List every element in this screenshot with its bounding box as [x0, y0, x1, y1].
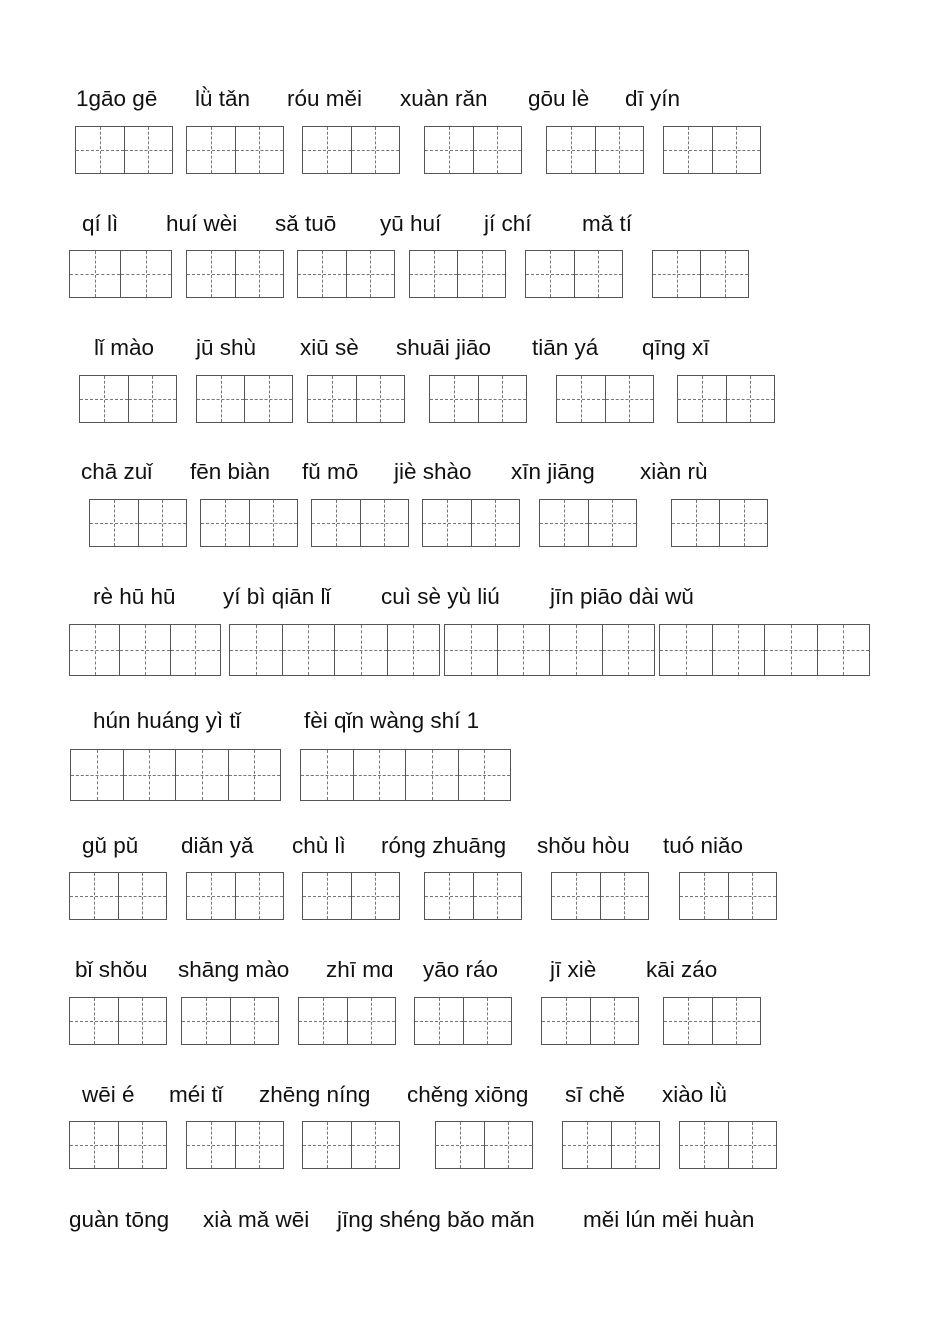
- pinyin-label: xiàn rù: [640, 459, 708, 484]
- pinyin-label: zhī mɑ: [326, 957, 394, 982]
- tianzige-cell[interactable]: [357, 376, 405, 422]
- tianzige-cell[interactable]: [361, 500, 409, 546]
- tianzige-cell[interactable]: [236, 127, 284, 173]
- pinyin-label: lǐ mào: [94, 335, 155, 360]
- tianzige-cell[interactable]: [557, 376, 606, 422]
- tianzige-cell[interactable]: [423, 500, 472, 546]
- pinyin-label: xiào lǜ: [662, 1082, 728, 1107]
- tianzige-cell[interactable]: [713, 998, 761, 1044]
- tianzige-cell[interactable]: [464, 998, 512, 1044]
- pinyin-label: shuāi jiāo: [396, 335, 492, 360]
- answer-box[interactable]: [424, 126, 522, 174]
- tianzige-cell[interactable]: [119, 1122, 167, 1168]
- pinyin-label: rè hū hū: [93, 584, 176, 609]
- pinyin-label: gōu lè: [528, 86, 590, 111]
- answer-box[interactable]: [679, 872, 777, 920]
- pinyin-label: bǐ shǒu: [75, 957, 148, 982]
- tianzige-cell[interactable]: [606, 376, 654, 422]
- answer-box[interactable]: [69, 1121, 167, 1169]
- answer-box[interactable]: [424, 872, 522, 920]
- tianzige-cell[interactable]: [653, 251, 701, 297]
- pinyin-label: jiè shào: [394, 459, 472, 484]
- pinyin-label: xīn jiāng: [511, 459, 595, 484]
- tianzige-cell[interactable]: [354, 750, 407, 800]
- tianzige-cell[interactable]: [664, 998, 713, 1044]
- answer-box[interactable]: [677, 375, 775, 423]
- tianzige-cell[interactable]: [245, 376, 292, 422]
- tianzige-cell[interactable]: [678, 376, 727, 422]
- tianzige-cell[interactable]: [672, 500, 720, 546]
- tianzige-cell[interactable]: [388, 625, 440, 675]
- tianzige-cell[interactable]: [430, 376, 479, 422]
- tianzige-cell[interactable]: [701, 251, 748, 297]
- tianzige-cell[interactable]: [120, 625, 170, 675]
- tianzige-cell[interactable]: [303, 127, 352, 173]
- tianzige-cell[interactable]: [187, 127, 236, 173]
- answer-box[interactable]: [70, 749, 281, 801]
- pinyin-label: chěng xiōng: [407, 1082, 529, 1107]
- tianzige-cell[interactable]: [308, 376, 357, 422]
- answer-box[interactable]: [300, 749, 511, 801]
- tianzige-cell[interactable]: [485, 1122, 533, 1168]
- tianzige-cell[interactable]: [303, 1122, 352, 1168]
- pinyin-label: xiū sè: [300, 335, 359, 360]
- tianzige-cell[interactable]: [474, 127, 522, 173]
- tianzige-cell[interactable]: [445, 625, 498, 675]
- answer-box[interactable]: [435, 1121, 533, 1169]
- tianzige-cell[interactable]: [542, 998, 591, 1044]
- tianzige-cell[interactable]: [70, 998, 119, 1044]
- tianzige-cell[interactable]: [425, 127, 474, 173]
- answer-box[interactable]: [671, 499, 768, 547]
- answer-box[interactable]: [652, 250, 749, 298]
- pinyin-label: róu měi: [287, 86, 363, 111]
- answer-box[interactable]: [659, 624, 870, 676]
- tianzige-cell[interactable]: [187, 1122, 236, 1168]
- tianzige-cell[interactable]: [303, 873, 352, 919]
- pinyin-label: fǔ mō: [302, 459, 359, 484]
- tianzige-cell[interactable]: [415, 998, 464, 1044]
- tianzige-cell[interactable]: [410, 251, 458, 297]
- answer-box[interactable]: [69, 624, 221, 676]
- pinyin-label: zhēng níng: [259, 1082, 371, 1107]
- answer-box[interactable]: [546, 126, 644, 174]
- tianzige-cell[interactable]: [729, 1122, 777, 1168]
- answer-box[interactable]: [414, 997, 512, 1045]
- pinyin-label: jī xiè: [550, 957, 597, 982]
- tianzige-cell[interactable]: [124, 750, 177, 800]
- tianzige-cell[interactable]: [612, 1122, 660, 1168]
- tianzige-cell[interactable]: [589, 500, 637, 546]
- pinyin-label: yāo ráo: [423, 957, 499, 982]
- tianzige-cell[interactable]: [713, 127, 761, 173]
- pinyin-label: jí chí: [484, 211, 532, 236]
- tianzige-cell[interactable]: [139, 500, 187, 546]
- answer-box[interactable]: [297, 250, 395, 298]
- tianzige-cell[interactable]: [591, 998, 639, 1044]
- tianzige-cell[interactable]: [550, 625, 603, 675]
- tianzige-cell[interactable]: [70, 625, 120, 675]
- tianzige-cell[interactable]: [680, 873, 729, 919]
- tianzige-cell[interactable]: [171, 625, 220, 675]
- answer-box[interactable]: [562, 1121, 660, 1169]
- tianzige-cell[interactable]: [458, 251, 505, 297]
- tianzige-cell[interactable]: [540, 500, 589, 546]
- tianzige-cell[interactable]: [601, 873, 649, 919]
- tianzige-cell[interactable]: [121, 251, 171, 297]
- pinyin-label: jīng shéng bǎo mǎn: [337, 1207, 535, 1232]
- answer-box[interactable]: [69, 872, 167, 920]
- tianzige-cell[interactable]: [347, 251, 395, 297]
- tianzige-cell[interactable]: [176, 750, 229, 800]
- pinyin-label: tiān yá: [532, 335, 599, 360]
- pinyin-label: kāi záo: [646, 957, 718, 982]
- pinyin-label: chā zuǐ: [81, 459, 153, 484]
- pinyin-label: cuì sè yù liú: [381, 584, 500, 609]
- tianzige-cell[interactable]: [729, 873, 777, 919]
- answer-box[interactable]: [186, 1121, 284, 1169]
- pinyin-label: hún huáng yì tǐ: [93, 708, 241, 733]
- pinyin-label: wēi é: [82, 1082, 135, 1107]
- tianzige-cell[interactable]: [201, 500, 250, 546]
- tianzige-cell[interactable]: [299, 998, 348, 1044]
- answer-box[interactable]: [181, 997, 279, 1045]
- tianzige-cell[interactable]: [129, 376, 177, 422]
- tianzige-cell[interactable]: [498, 625, 551, 675]
- pinyin-label: sī chě: [565, 1082, 626, 1107]
- answer-box[interactable]: [663, 126, 761, 174]
- tianzige-cell[interactable]: [236, 873, 284, 919]
- answer-box[interactable]: [307, 375, 405, 423]
- tianzige-cell[interactable]: [472, 500, 520, 546]
- tianzige-cell[interactable]: [352, 1122, 400, 1168]
- answer-box[interactable]: [444, 624, 655, 676]
- answer-box[interactable]: [196, 375, 293, 423]
- tianzige-cell[interactable]: [119, 873, 167, 919]
- pinyin-label: guàn tōng: [69, 1207, 170, 1232]
- tianzige-cell[interactable]: [713, 625, 766, 675]
- pinyin-label: xuàn rǎn: [400, 86, 488, 111]
- answer-box[interactable]: [302, 872, 400, 920]
- answer-box[interactable]: [200, 499, 298, 547]
- pinyin-label: diǎn yǎ: [181, 833, 254, 858]
- answer-box[interactable]: [302, 126, 400, 174]
- tianzige-cell[interactable]: [70, 873, 119, 919]
- answer-box[interactable]: [525, 250, 623, 298]
- tianzige-cell[interactable]: [76, 127, 125, 173]
- pinyin-label: dī yín: [625, 86, 681, 111]
- pinyin-label: shǒu hòu: [537, 833, 630, 858]
- tianzige-cell[interactable]: [71, 750, 124, 800]
- pinyin-label: lǜ tǎn: [195, 86, 251, 111]
- tianzige-cell[interactable]: [187, 251, 236, 297]
- tianzige-cell[interactable]: [563, 1122, 612, 1168]
- tianzige-cell[interactable]: [664, 127, 713, 173]
- pinyin-label: měi lún měi huàn: [583, 1207, 755, 1232]
- answer-box[interactable]: [409, 250, 506, 298]
- tianzige-cell[interactable]: [229, 750, 281, 800]
- tianzige-cell[interactable]: [603, 625, 655, 675]
- tianzige-cell[interactable]: [80, 376, 129, 422]
- answer-box[interactable]: [422, 499, 520, 547]
- pinyin-label: shāng mào: [178, 957, 290, 982]
- tianzige-cell[interactable]: [187, 873, 236, 919]
- pinyin-label: qīng xī: [642, 335, 710, 360]
- tianzige-cell[interactable]: [298, 251, 347, 297]
- answer-box[interactable]: [556, 375, 654, 423]
- pinyin-label: jū shù: [196, 335, 257, 360]
- tianzige-cell[interactable]: [283, 625, 336, 675]
- answer-box[interactable]: [679, 1121, 777, 1169]
- answer-box[interactable]: [69, 250, 172, 298]
- pinyin-label: róng zhuāng: [381, 833, 507, 858]
- tianzige-cell[interactable]: [312, 500, 361, 546]
- tianzige-cell[interactable]: [727, 376, 775, 422]
- tianzige-cell[interactable]: [765, 625, 818, 675]
- pinyin-label: mǎ tí: [582, 211, 633, 236]
- tianzige-cell[interactable]: [119, 998, 167, 1044]
- tianzige-cell[interactable]: [352, 873, 400, 919]
- tianzige-cell[interactable]: [720, 500, 767, 546]
- tianzige-cell[interactable]: [596, 127, 644, 173]
- tianzige-cell[interactable]: [436, 1122, 485, 1168]
- tianzige-cell[interactable]: [301, 750, 354, 800]
- answer-box[interactable]: [311, 499, 409, 547]
- answer-box[interactable]: [663, 997, 761, 1045]
- answer-box[interactable]: [186, 250, 284, 298]
- pinyin-label: méi tǐ: [169, 1082, 223, 1107]
- pinyin-label: xià mǎ wēi: [203, 1207, 310, 1232]
- tianzige-cell[interactable]: [818, 625, 870, 675]
- answer-box[interactable]: [298, 997, 396, 1045]
- answer-box[interactable]: [541, 997, 639, 1045]
- tianzige-cell[interactable]: [552, 873, 601, 919]
- answer-box[interactable]: [89, 499, 187, 547]
- tianzige-cell[interactable]: [660, 625, 713, 675]
- tianzige-cell[interactable]: [474, 873, 522, 919]
- tianzige-cell[interactable]: [125, 127, 173, 173]
- answer-box[interactable]: [186, 872, 284, 920]
- answer-box[interactable]: [302, 1121, 400, 1169]
- pinyin-label: sǎ tuō: [275, 211, 337, 236]
- pinyin-label: huí wèi: [166, 211, 238, 236]
- tianzige-cell[interactable]: [479, 376, 527, 422]
- answer-box[interactable]: [69, 997, 167, 1045]
- answer-box[interactable]: [75, 126, 173, 174]
- pinyin-label: yū huí: [380, 211, 442, 236]
- tianzige-cell[interactable]: [575, 251, 623, 297]
- tianzige-cell[interactable]: [459, 750, 511, 800]
- pinyin-label: fèi qǐn wàng shí 1: [304, 708, 480, 733]
- answer-box[interactable]: [186, 126, 284, 174]
- tianzige-cell[interactable]: [236, 251, 284, 297]
- tianzige-cell[interactable]: [348, 998, 396, 1044]
- answer-box[interactable]: [79, 375, 177, 423]
- tianzige-cell[interactable]: [70, 1122, 119, 1168]
- answer-box[interactable]: [429, 375, 527, 423]
- answer-box[interactable]: [229, 624, 440, 676]
- pinyin-label: fēn biàn: [190, 459, 271, 484]
- tianzige-cell[interactable]: [352, 127, 400, 173]
- tianzige-cell[interactable]: [335, 625, 388, 675]
- pinyin-label: yí bì qiān lǐ: [223, 584, 331, 609]
- answer-box[interactable]: [551, 872, 649, 920]
- pinyin-label: 1gāo gē: [76, 86, 158, 111]
- tianzige-cell[interactable]: [70, 251, 121, 297]
- pinyin-label: tuó niǎo: [663, 833, 744, 858]
- answer-box[interactable]: [539, 499, 637, 547]
- pinyin-label: gǔ pǔ: [82, 833, 139, 858]
- tianzige-cell[interactable]: [526, 251, 575, 297]
- pinyin-label: jīn piāo dài wǔ: [550, 584, 694, 609]
- tianzige-cell[interactable]: [425, 873, 474, 919]
- tianzige-cell[interactable]: [230, 625, 283, 675]
- pinyin-label: qí lì: [82, 211, 119, 236]
- tianzige-cell[interactable]: [680, 1122, 729, 1168]
- tianzige-cell[interactable]: [547, 127, 596, 173]
- tianzige-cell[interactable]: [250, 500, 298, 546]
- pinyin-label: chù lì: [292, 833, 346, 858]
- tianzige-cell[interactable]: [406, 750, 459, 800]
- tianzige-cell[interactable]: [231, 998, 279, 1044]
- tianzige-cell[interactable]: [197, 376, 245, 422]
- tianzige-cell[interactable]: [236, 1122, 284, 1168]
- tianzige-cell[interactable]: [182, 998, 231, 1044]
- tianzige-cell[interactable]: [90, 500, 139, 546]
